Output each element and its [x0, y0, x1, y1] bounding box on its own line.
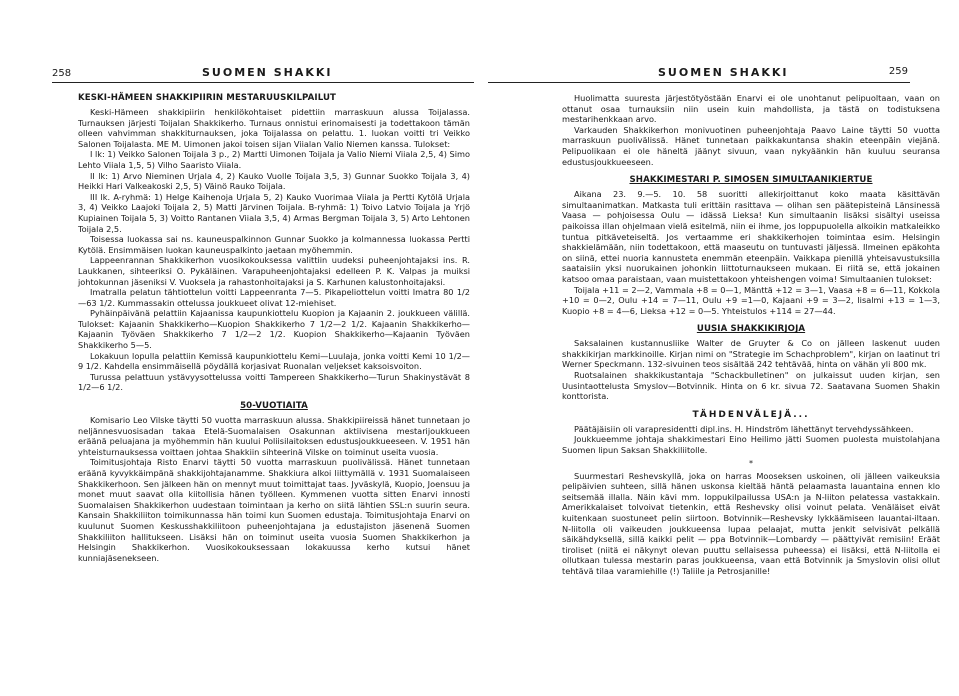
article4-paragraph: Ruotsalainen shakkikustantaja "Schackbulletinen" on julkaissut uuden kirjan, sen Uusintaottelusta Smyslov—Botvinnik. Hinta on 6 kr. sivua 72. Saatavana Suomen Shakin konttorista.: [562, 370, 940, 402]
article3-paragraph: Toijala +11 = 2—2, Vammala +8 = 0—1, Mänttä +12 = 3—1, Vaasa +8 = 6—11, Kokkola +10 = 0—2, Oulu +14 = 7—11, Oulu +9 =1—0, Kajaani +9 = 3—2, Iisalmi +13 = 1—3, Kuopio +8 = 4—6, Lieksa +12 = 0—5. Yhteistulos +114 = 27—44.: [562, 284, 940, 316]
left-running-head: [52, 66, 472, 82]
right-running-head: [488, 66, 908, 82]
article3-paragraph: Aikana 23. 9.—5. 10. 58 suoritti allekirjoittanut koko maata käsittävän simultaanimatkan. Matkasta tuli erittäin rasittava — olihan sen päätepisteinä Länsinessä Vaasa — pohjoisessa Oulu — idässä Lieksa! Kun simultaanin lisäksi sisältyi useissa paikoissa illan ohjelmaan vielä esitelmä, niin ei ihme, jos loppupuolella alkoikin matkaleikko tuntua pitkäveteiseltä. Jos vertaamme eri shakkikerhojen toimintaa esim. Helsingin shakkielämään, niin todettakoon, että maaseutu on tuntuvasti jäljessä. Ilmeinen epäkohta on siinä, ettei nuoria kannusteta enemmän eteenpäin. Vaikkapa pienillä yhteisavustuksilla saataisiin yksi nuorukainen johonkin liittoturnaukseen mukaan. Ei riitä se, että jokainen katsoo omaa paraistaan, vaan muistettakoon yhteishengen voima! Simultaanien tulokset:: [562, 189, 940, 284]
right-head-rule: [488, 82, 910, 83]
section-separator: *: [749, 458, 753, 468]
right-page-number: 259: [888, 66, 908, 77]
left-page-number: 258: [52, 68, 72, 79]
article2-paragraph: Toimitusjohtaja Risto Enarvi täytti 50 vuotta marraskuun puolivälissä. Hänet tunnetaan eräänä kyvykkäimpänä shakkijohtajanamme. Shakkiura alkoi liittymällä v. 1931 Suomalaiseen Shakkikerhoon. Sen jälkeen hän on mennyt muut toimittajat taas. Jyväskylä, Kuopio, Joensuu ja monet muut saavat olla kiitollisia hänen työlleen. Kymmenen vuotta sitten Enarvi innosti Suomalaisen Shakkikerhon uudestaan toimintaan ja kerho on siitä lähtien SSL:n suurin seura. Kansain Shakkiliiton toimikunnassa hän toimi kun Suomen edustaja. Toimitusjohtaja Enarvi on kuulunut Suomen Keskusshakkiliitoon puheenjohtajana ja edustajiston jäsenenä Suomen Shakkiliiton hallitukseen. Lisäksi hän on toiminut useita vuosia Suomen Shakkikerhon ja Helsingin Shakkikerhon. Vuosikokouksessaan lokakuussa kerho kutsui hänet kunniajäsenekseen.: [78, 457, 470, 563]
left-running-title: SUOMEN SHAKKI: [202, 66, 333, 79]
article1-paragraph: Pyhäinpäivänä pelattiin Kajaanissa kaupunkiottelu Kuopion ja Kajaanin 2. joukkueen välillä. Tulokset: Kajaanin Shakkikerho—Kuopion Shakkikerho 7 1/2—2 1/2. Kajaanin Shakkikerho—Kajaanin Työväen Shakkikerho 7 1/2—2 1/2. Kuopion Shakkikerho—Kajaanin Työväen Shakkikerho 5—5.: [78, 308, 470, 351]
intro-paragraph: Varkauden Shakkikerhon monivuotinen puheenjohtaja Paavo Laine täytti 50 vuotta marraskuun puolivälissä. Hänet tunnetaan paikkakuntansa shakin eteenpäin viejänä. Pelipuolikaan ei ole häneltä jäänyt sivuun, vaan nykyäänkin hän kuuluu seuransa edustusjoukkueeseen.: [562, 124, 940, 167]
article1-paragraph: Lappeenrannan Shakkikerhon vuosikokouksessa valittiin uudeksi puheenjohtajaksi ins. R. Laukkanen, sihteeriksi O. Pykäläinen. Varapuheenjohtajaksi edelleen P. K. Valpas ja muiksi johtokunnan jäseniksi V. Vuoksela ja rahastonhoitajaksi ja S. Karhunen kalustonhoitajaksi.: [78, 255, 470, 287]
article5-paragraph: Päätäjäisiin oli varapresidentti dipl.ins. H. Hindström lähettänyt tervehdyssähkeen.: [574, 423, 914, 434]
article1-paragraph: I lk: 1) Veikko Salonen Toijala 3 p., 2) Martti Uimonen Toijala ja Valio Niemi Viiala 2,5, 4) Simo Lehto Viiala 1,5, 5) Vilho Saaristo Viiala.: [78, 149, 470, 170]
article1-paragraph: Toisessa luokassa sai ns. kauneuspalkinnon Gunnar Suokko ja kolmannessa luokassa Pertti Kytölä. Ensimmäisen luokan kauneuspalkinto jaetaan myöhemmin.: [78, 234, 470, 255]
article4-paragraph: Saksalainen kustannusliike Walter de Gruyter & Co on jälleen laskenut uuden shakkikirjan markkinoille. Kirjan nimi on "Strategie im Schachproblem", kirjan on laatinut tri Werner Speckmann. 132-sivuinen teos sisältää 242 tehtävää, hinta on vähän yli 800 mk.: [562, 338, 940, 370]
article1-title: KESKI-HÄMEEN SHAKKIPIIRIN MESTARUUSKILPAILUT: [78, 93, 337, 103]
article1-paragraph: III lk. A-ryhmä: 1) Helge Kaihenoja Urjala 5, 2) Kauko Vuorimaa Viiala ja Pertti Kytölä Urjala 3, 4) Veikko Laajoki Toijala 2, 5) Matti Järvinen Toijala. B-ryhmä: 1) Toivo Latvio Toijala ja Yrjö Kupiainen Toijala 5, 3) Voitto Rantanen Viiala 3,5, 4) Armas Bergman Toijala 3, 5) Arto Lehtonen Toijala 2,5.: [78, 191, 470, 234]
left-column: [78, 93, 470, 563]
article1-paragraph: Imatralla pelatun tähtiottelun voitti Lappeenranta 7—5. Pikapeliottelun voitti Imatra 80 1/2—63 1/2. Kummassakin ottelussa joukkueet olivat 12-miehiset.: [78, 287, 470, 308]
article5-closing-paragraph: Suurmestari Reshevskyllä, joka on harras Mooseksen uskoinen, oli jälleen vaikeuksia pelipäivien suhteen, sillä hänen uskonsa kieltää häntä pelaamasta lauantaina ennen klo seitsemää illalla. Näin kävi mm. loppukilpailussa USA:n ja N-liiton pelatessa vastakkain. Amerikkalaiset tolvoivat tietenkin, että Reshevsky olisi voinut pelata. Venäläiset eivät kuitenkaan suostuneet pelin siirtoon. Botvinnik—Reshevsky lykkäämiseen lauantai-iltaan. N-liitolla oli vaikeuden joukkueensa lupaa pelaajat, mutta jenkit selvisivät pelkällä säikähdyksellä, sillä kaikki pelit — ppa Botvinnik—Lombardy — päättyivät remisiin! Eräät tiroliset (niitä ei näkynyt olevan puuttu sellaisessa puheessa) ei lisäksi, että N-liitolla ei ollutkaan tulessa mestarin paras joukkueensa, vaan että Botvinnik ja Smyslovin olisi ollut tehtävä tilaa varamiehille (!) Taliile ja Petrosjanille!: [562, 470, 940, 576]
article1-paragraph: Lokakuun lopulla pelattiin Kemissä kaupunkiottelu Kemi—Luulaja, jonka voitti Kemi 10 1/2—9 1/2. Kahdella ensimmäisellä pöydällä korjasivat Ruonalan veljekset kaksoisvoiton.: [78, 350, 470, 372]
article1-paragraph: Turussa pelattuun ystävyysottelussa voitti Tampereen Shakkikerho—Turun Shakinystävät 8 1/2—6 1/2.: [78, 371, 470, 393]
left-head-rule: [52, 82, 474, 83]
article3-title: SHAKKIMESTARI P. SIMOSEN SIMULTAANIKIERTUE: [629, 175, 873, 186]
intro-paragraph: Huolimatta suuresta järjestötyöstään Enarvi ei ole unohtanut pelipuoltaan, vaan on ottanut osaa turnauksiin niin usein kuin mahdollista, ja tästä on todistuksena mestarihenkkaan arvo.: [562, 93, 940, 125]
right-running-title: SUOMEN SHAKKI: [658, 66, 789, 79]
article2-title: 50-VUOTIAITA: [240, 401, 308, 412]
article5-title: TÄHDENVÄLEJÄ...: [692, 409, 810, 420]
article2-paragraph: Komisario Leo Vilske täytti 50 vuotta marraskuun alussa. Shakkipiireissä hänet tunnetaan jo neljännesvuosisadan takaa Etelä-Suomalaisen Osakunnan aktiivisena mestarijoukkueen eräänä peluajana ja myöhemmin hän kuului Poliisilaitoksen edustusjoukkueeseen. V. 1951 hän yhteisturnauksessa voittaen johtaa Shakkiin sihteerinä Vilske on toiminut useita vuosia.: [78, 415, 470, 457]
article1-paragraph: II lk: 1) Arvo Nieminen Urjala 4, 2) Kauko Vuolle Toijala 3,5, 3) Gunnar Suokko Toijala 3, 4) Heikki Hari Valkeakoski 2,5, 5) Väinö Rauko Toijala.: [78, 170, 470, 192]
article1-paragraph: Keski-Hämeen shakkipiirin henkilökohtaiset pidettiin marraskuun alussa Toijalassa. Turnauksen järjesti Toijalan Shakkikerho. Turnaus onnistui erinomaisesti ja todettakoon tämän olleen vahvimman shakkiturnauksen, joka Toijalassa on pelattu. 1. luokan voitti tri Veikko Salonen Toijalasta. ME M. Uimonen jakoi toisen sijan Viialan Valio Niemen kanssa. Tulokset:: [78, 107, 470, 149]
right-column: [562, 93, 940, 577]
article5-paragraph: Joukkueemme johtaja shakkimestari Eino Heilimo jätti Suomen puolesta muistolahjana Suomen lipun Saksan Shakkiliitolle.: [562, 434, 940, 456]
article4-title: UUSIA SHAKKIKIRJOJA: [696, 324, 806, 335]
right-page: [480, 0, 959, 696]
